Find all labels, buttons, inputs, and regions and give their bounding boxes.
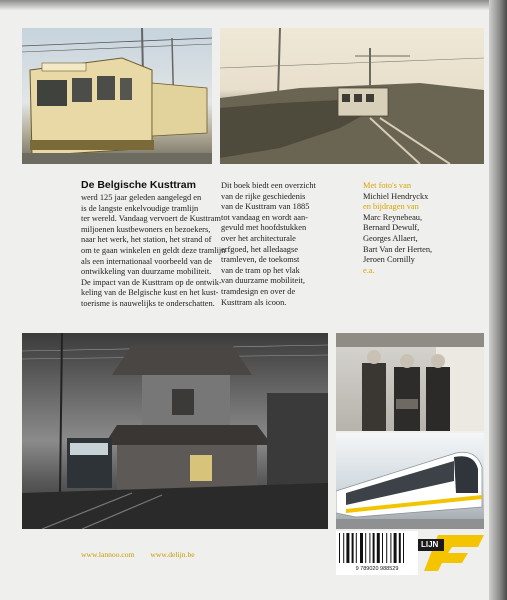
- lannoo-url[interactable]: www.lannoo.com: [81, 550, 135, 559]
- barcode-bar: [390, 533, 391, 563]
- barcode-bar: [352, 533, 354, 563]
- photographer-name: Michiel Hendryckx: [363, 191, 429, 201]
- description-column-2: Dit boek biedt een overzicht van de rijke geschiedenis van de Kusttram van 1885 tot vandaag en wordt aan- gevuld met hoofdstukken over het architecturale erfgoed, het alledaagse tramleven, de toekomst van de tram op het vlak van duurzame mobiliteit, tramdesign en over de Kusttram als icoon.: [221, 181, 316, 307]
- photos-label: Met foto's van: [363, 181, 412, 190]
- photo-tram-in-dunes: [220, 28, 484, 164]
- isbn-number: 9 789020 988529: [336, 565, 418, 574]
- credits-column: [363, 181, 432, 276]
- barcode-bar: [382, 533, 383, 563]
- photo-tram-station-night: [22, 333, 328, 529]
- barcode-bar: [343, 533, 344, 563]
- et-al-label: e.a.: [363, 265, 375, 275]
- barcode-bar: [386, 533, 387, 563]
- book-spine: [489, 0, 507, 600]
- contributions-label: en bijdragen van: [363, 202, 419, 212]
- delijn-url[interactable]: www.delijn.be: [150, 550, 195, 559]
- barcode-bar: [360, 533, 363, 563]
- photo-modern-tram: [336, 433, 484, 529]
- contributor-names: Marc Reynebeau, Bernard Dewulf, Georges Allaert, Bart Van der Herten, Jeroen Cornilly: [363, 212, 433, 265]
- de-lijn-logo: [418, 531, 486, 573]
- barcode-bar: [369, 533, 370, 563]
- barcode-bar: [377, 533, 380, 563]
- description-column-1: werd 125 jaar geleden aangelegd en is de langste enkelvoudige tramlijn ter wereld. Vandaag vervoert de Kusttram miljoenen kustbewoners en bezoekers, naar het werk, het station, het strand of om te gaan winkelen en geldt deze tramlijn als een internationaal voorbeeld van de ontwikkeling van duurzame mobiliteit. De impact van de Kusttram op de ontwik- keling van de Belgische kust en het kust- toerisme is nauwelijks te onderschatten.: [81, 193, 226, 308]
- logo-text: LIJN: [421, 540, 439, 549]
- book-title: De Belgische Kusttram: [81, 179, 196, 191]
- barcode-bar: [356, 533, 357, 563]
- barcode-bar: [403, 533, 404, 563]
- barcode-bar: [339, 533, 340, 563]
- cover-top-edge: [0, 0, 507, 10]
- barcode-bar: [346, 533, 349, 563]
- barcode-bar: [373, 533, 375, 563]
- barcode-bar: [394, 533, 397, 563]
- photo-historic-tram: [22, 28, 212, 164]
- barcode-bar: [365, 533, 366, 563]
- photo-tram-staff: [336, 333, 484, 431]
- barcode-bar: [399, 533, 401, 563]
- website-links: [81, 550, 209, 559]
